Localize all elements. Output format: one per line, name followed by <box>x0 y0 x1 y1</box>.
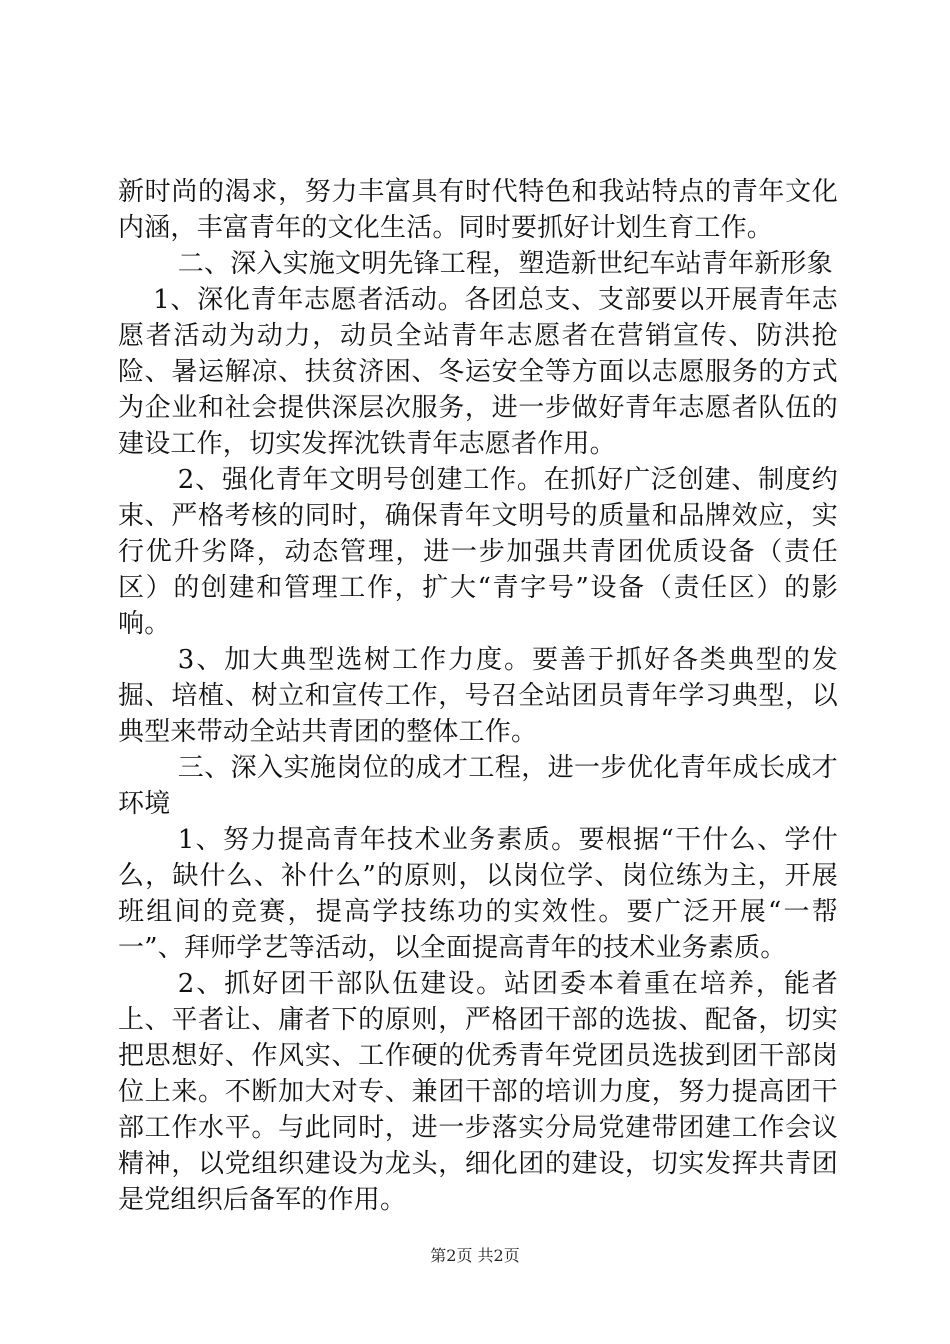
paragraph-cadre-building: 2、抓好团干部队伍建设。站团委本着重在培养，能者上、平者让、庸者下的原则，严格团干部的选拔、配备，切实把思想好、作风实、工作硬的优秀青年党团员选拔到团干部岗位上来。不断加大对专、兼团干部的培训力度，努力提高团干部工作水平。与此同时，进一步落实分局党建带团建工作会议精神，以党组织建设为龙头，细化团的建设，切实发挥共青团是党组织后备军的作用。 <box>118 969 838 1215</box>
paragraph-continuation: 新时尚的渴求，努力丰富具有时代特色和我站特点的青年文化内涵，丰富青年的文化生活。同时要抓好计划生育工作。 <box>118 177 838 243</box>
page-number-footer: 第2页 共2页 <box>430 1246 520 1265</box>
paragraph-technical-skills: 1、努力提高青年技术业务素质。要根据“干什么、学什么，缺什么、补什么”的原则，以岗位学、岗位练为主，开展班组间的竞赛，提高学技练功的实效性。要广泛开展“一帮一”、拜师学艺等活动，以全面提高青年的技术业务素质。 <box>118 825 838 963</box>
paragraph-role-models: 3、加大典型选树工作力度。要善于抓好各类典型的发掘、培植、树立和宣传工作，号召全站团员青年学习典型，以典型来带动全站共青团的整体工作。 <box>118 645 838 747</box>
document-body <box>118 174 838 1218</box>
section-heading-3: 三、深入实施岗位的成才工程，进一步优化青年成长成才环境 <box>118 753 838 819</box>
section-heading-2: 二、深入实施文明先锋工程，塑造新世纪车站青年新形象 <box>177 249 833 279</box>
paragraph-volunteer: 1、深化青年志愿者活动。各团总支、支部要以开展青年志愿者活动为动力，动员全站青年志愿者在营销宣传、防洪抢险、暑运解凉、扶贫济困、冬运安全等方面以志愿服务的方式为企业和社会提供深层次服务，进一步做好青年志愿者队伍的建设工作，切实发挥沈铁青年志愿者作用。 <box>118 285 838 459</box>
paragraph-civilization-post: 2、强化青年文明号创建工作。在抓好广泛创建、制度约束、严格考核的同时，确保青年文明号的质量和品牌效应，实行优升劣降，动态管理，进一步加强共青团优质设备（责任区）的创建和管理工作，扩大“青字号”设备（责任区）的影响。 <box>118 465 838 639</box>
